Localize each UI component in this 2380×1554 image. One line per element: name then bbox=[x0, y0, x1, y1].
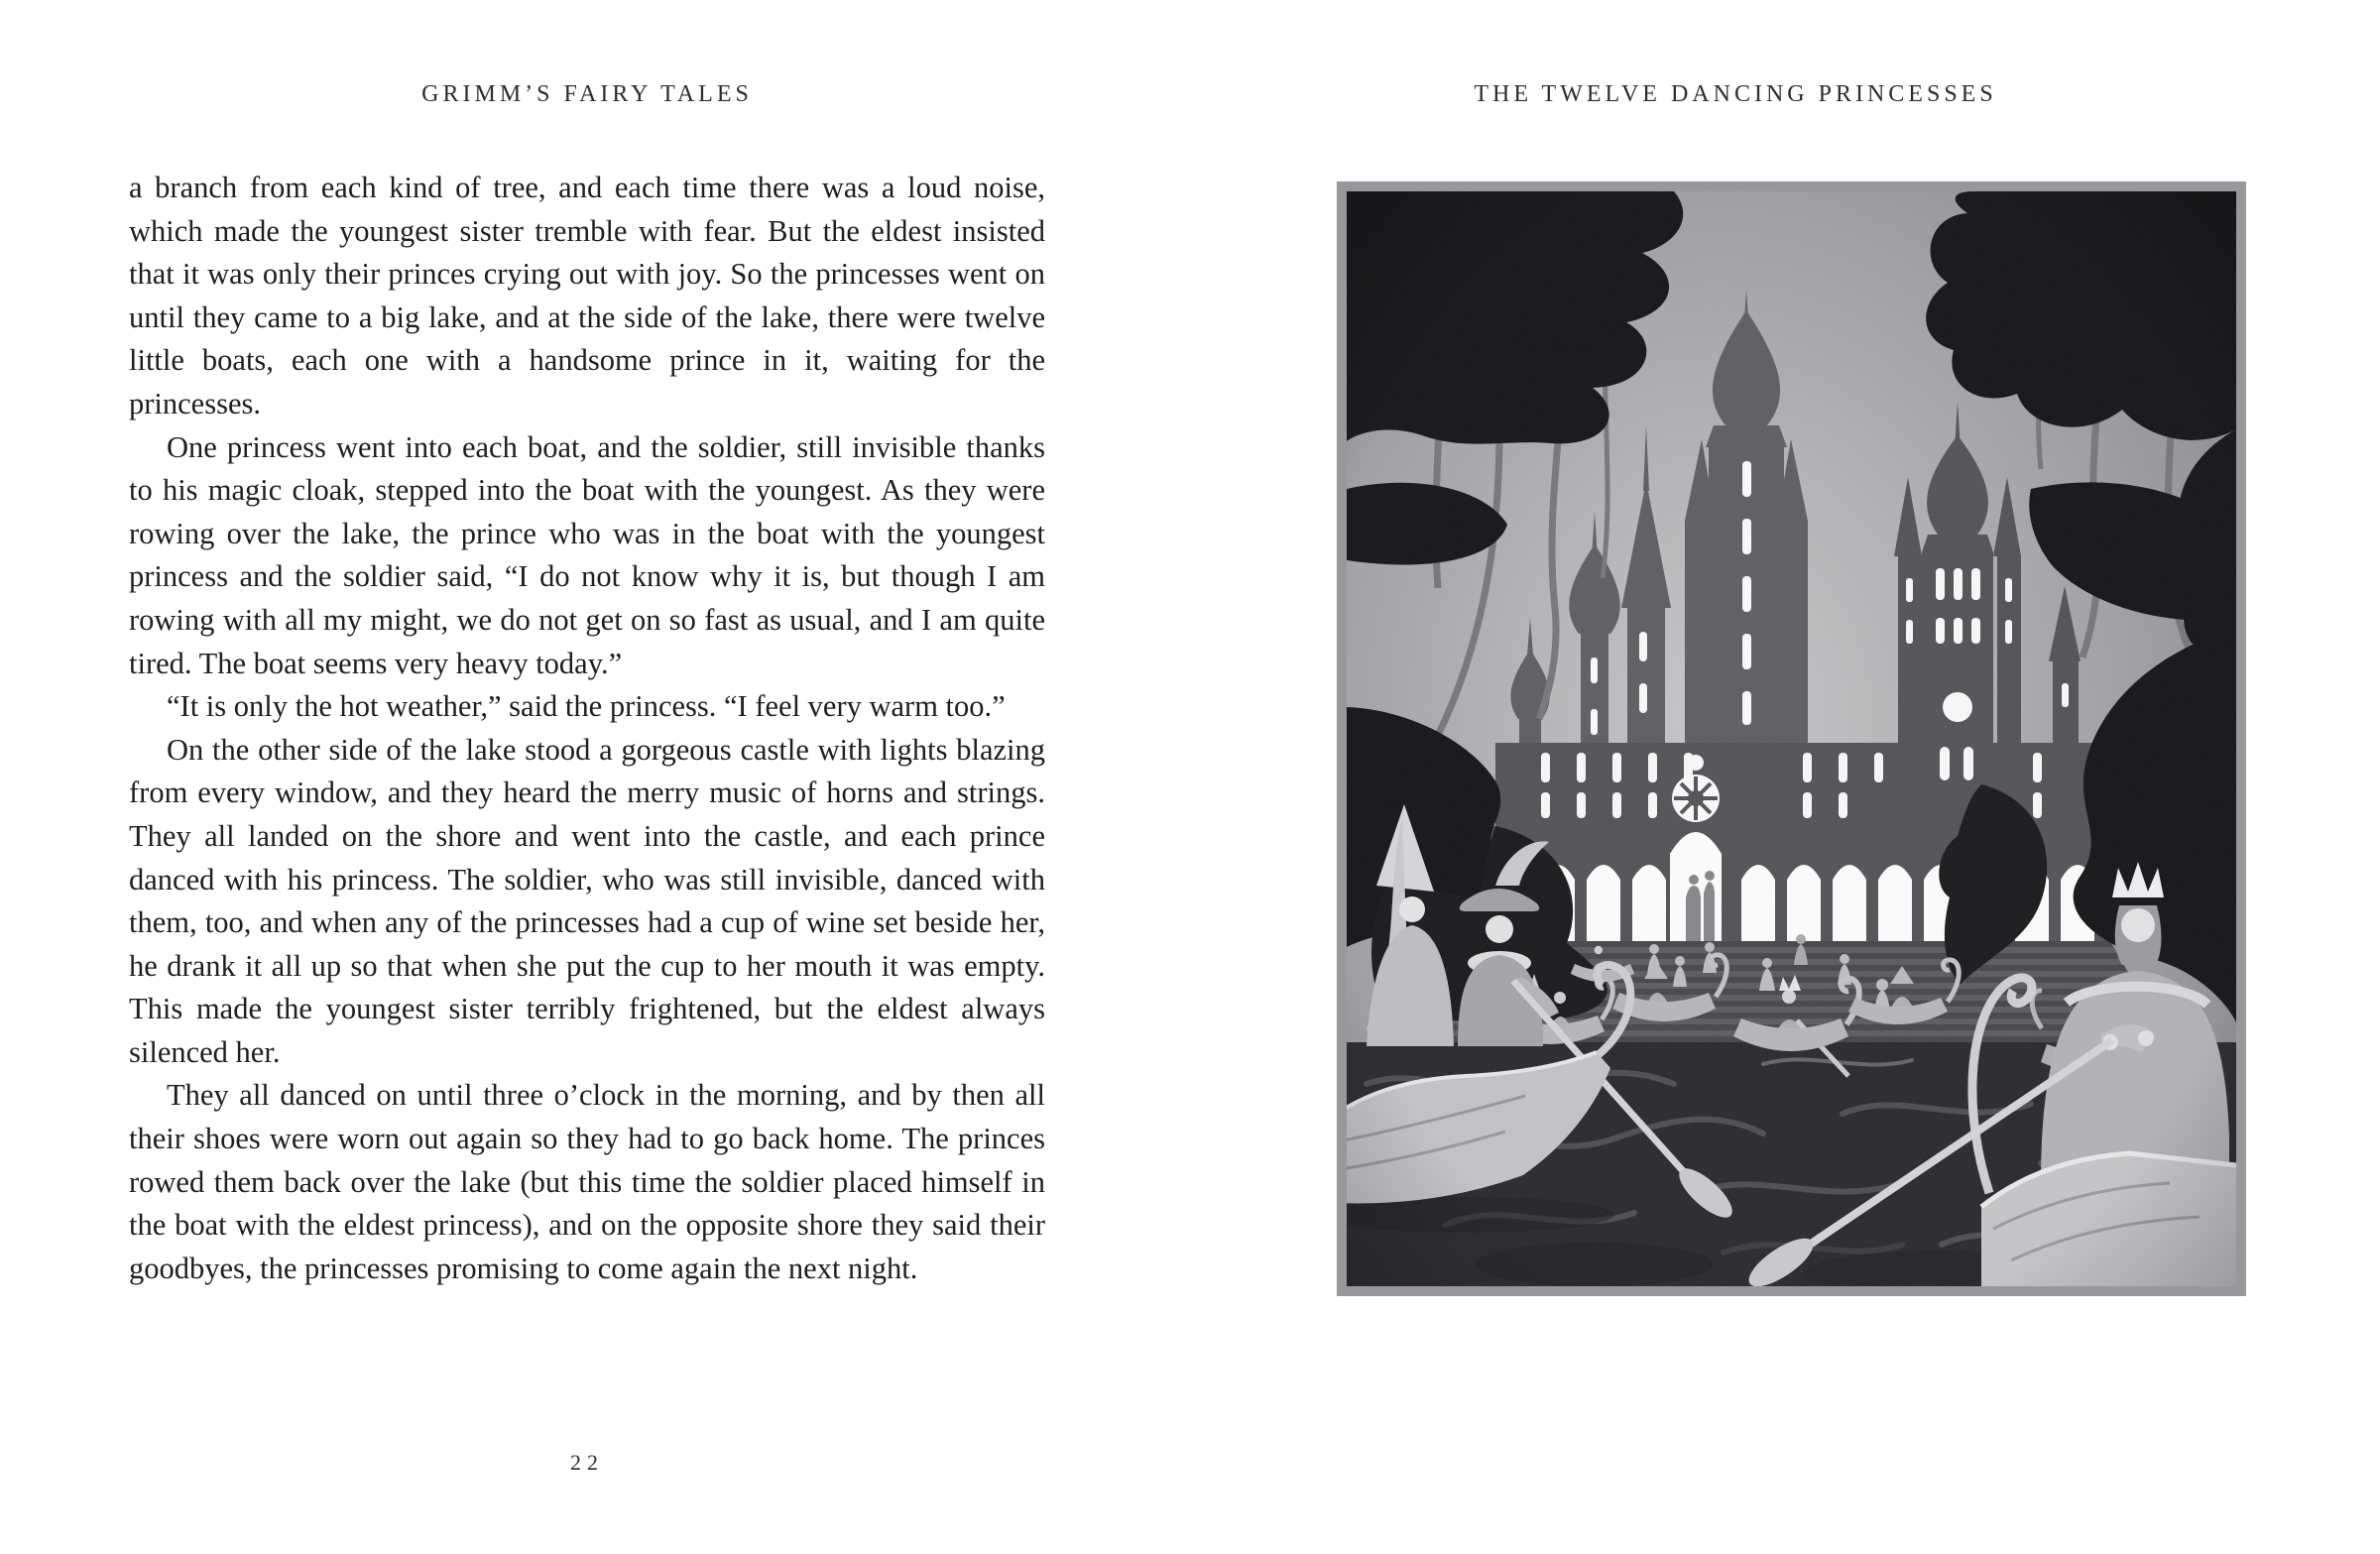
story-paragraph: They all danced on until three o’clock in the morning, and by then all their shoes were worn out again so they had to go back home. The princes rowed them back over the lake (but this time the soldier placed himself in the boat with the eldest princess), and on the opposite shore they said their goodbyes, the princesses promising to come again the next night. bbox=[129, 1078, 1045, 1285]
right-running-header: THE TWELVE DANCING PRINCESSES bbox=[1474, 81, 1997, 107]
story-paragraph: “It is only the hot weather,” said the princess. “I feel very warm too.” bbox=[167, 689, 1006, 724]
castle-lake-illustration bbox=[1347, 191, 2236, 1286]
left-running-header: GRIMM’S FAIRY TALES bbox=[421, 81, 753, 107]
illustration-frame bbox=[1337, 181, 2246, 1296]
story-text bbox=[129, 167, 1045, 1290]
story-paragraph: a branch from each kind of tree, and each time there was a loud noise, which made the youngest sister tremble with fear. But the eldest insisted that it was only their princes crying out with joy. So the princesses went on until they came to a big lake, and at the side of the lake, there were twelve little boats, each one with a handsome prince in it, waiting for the princesses. bbox=[129, 171, 1045, 420]
page-number: 22 bbox=[570, 1450, 604, 1475]
vignette bbox=[1347, 191, 2236, 1286]
story-paragraph: One princess went into each boat, and the soldier, still invisible thanks to his magic cloak, stepped into the boat with the youngest. As they were rowing over the lake, the prince who was in the boat with the youngest princess and the soldier said, “I do not know why it is, but though I am rowing with all my might, we do not get on so fast as usual, and I am quite tired. The boat seems very heavy today.” bbox=[129, 429, 1045, 680]
story-paragraph: On the other side of the lake stood a gorgeous castle with lights blazing from every window, and they heard the merry music of horns and strings. They all landed on the shore and went into the castle, and each prince danced with his princess. The soldier, who was still invisible, danced with them, too, and when any of the princesses had a cup of wine set beside her, he drank it all up so that when she put the cup to her mouth it was empty. This made the youngest sister terribly frightened, but the eldest always silenced her. bbox=[129, 732, 1045, 1069]
